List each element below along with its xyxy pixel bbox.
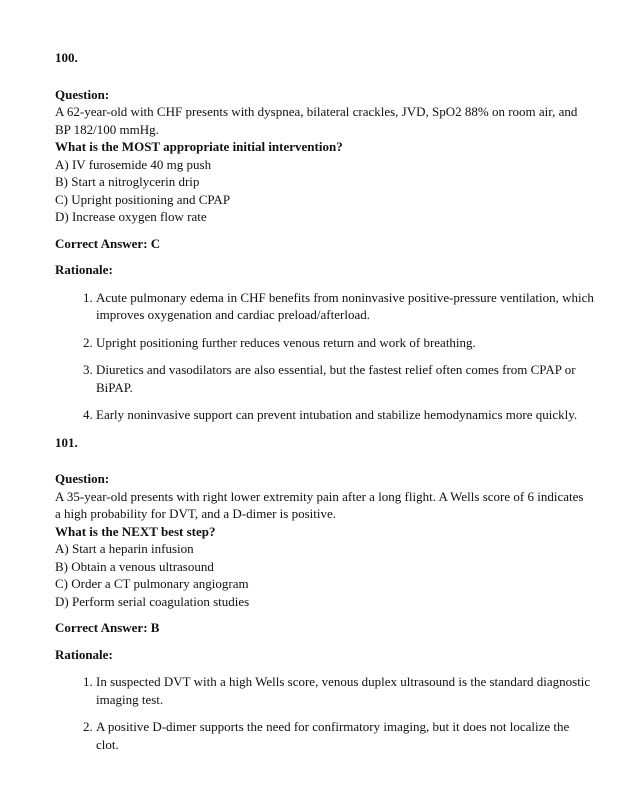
rationale-label: Rationale:	[55, 262, 113, 277]
correct-answer: Correct Answer: B	[55, 620, 160, 635]
rationale-item: 2. Upright positioning further reduces venous return and work of breathing.	[96, 334, 594, 352]
answer-option-b: B) Obtain a venous ultrasound	[55, 558, 214, 574]
rationale-item: 2. A positive D-dimer supports the need for confirmatory imaging, but it does not localize the clot.	[96, 718, 594, 753]
question-stem: A 62-year-old with CHF presents with dyspnea, bilateral crackles, JVD, SpO2 88% on room air, and BP 182/100 mmHg.	[55, 104, 578, 137]
rationale-label: Rationale:	[55, 646, 113, 662]
rationale-item: 3. Diuretics and vasodilators are also essential, but the fastest relief often comes from CPAP or BiPAP.	[96, 361, 594, 396]
rationale-list	[55, 289, 594, 424]
answer-option-a: A) Start a heparin infusion	[55, 541, 194, 556]
answer-option-d: D) Perform serial coagulation studies	[55, 593, 250, 609]
question-block-101	[55, 434, 594, 754]
answer-option-d: D) Increase oxygen flow rate	[55, 209, 207, 224]
question-number: 101.	[55, 434, 78, 450]
rationale-item: 1. Acute pulmonary edema in CHF benefits from noninvasive positive-pressure ventilation, which improves oxygenation and cardiac preload/afterload.	[96, 289, 594, 324]
question-stem: A 35-year-old presents with right lower extremity pain after a long flight. A Wells score of 6 indicates a high probability for DVT, and a D-dimer is positive.	[55, 488, 584, 521]
answer-option-a: A) IV furosemide 40 mg push	[55, 156, 212, 172]
question-number: 100.	[55, 50, 78, 65]
answer-option-c: C) Order a CT pulmonary angiogram	[55, 576, 249, 591]
question-block-100	[55, 49, 594, 424]
rationale-item: 1. In suspected DVT with a high Wells score, venous duplex ultrasound is the standard diagnostic imaging test.	[96, 673, 594, 708]
question-prompt: What is the MOST appropriate initial intervention?	[55, 139, 343, 154]
correct-answer: Correct Answer: C	[55, 235, 161, 251]
question-label: Question:	[55, 86, 110, 102]
question-label: Question:	[55, 471, 110, 486]
question-prompt: What is the NEXT best step?	[55, 523, 216, 539]
answer-option-b: B) Start a nitroglycerin drip	[55, 174, 200, 189]
rationale-item: 4. Early noninvasive support can prevent intubation and stabilize hemodynamics more quickly.	[96, 406, 594, 424]
answer-option-c: C) Upright positioning and CPAP	[55, 191, 231, 207]
rationale-list	[55, 673, 594, 753]
